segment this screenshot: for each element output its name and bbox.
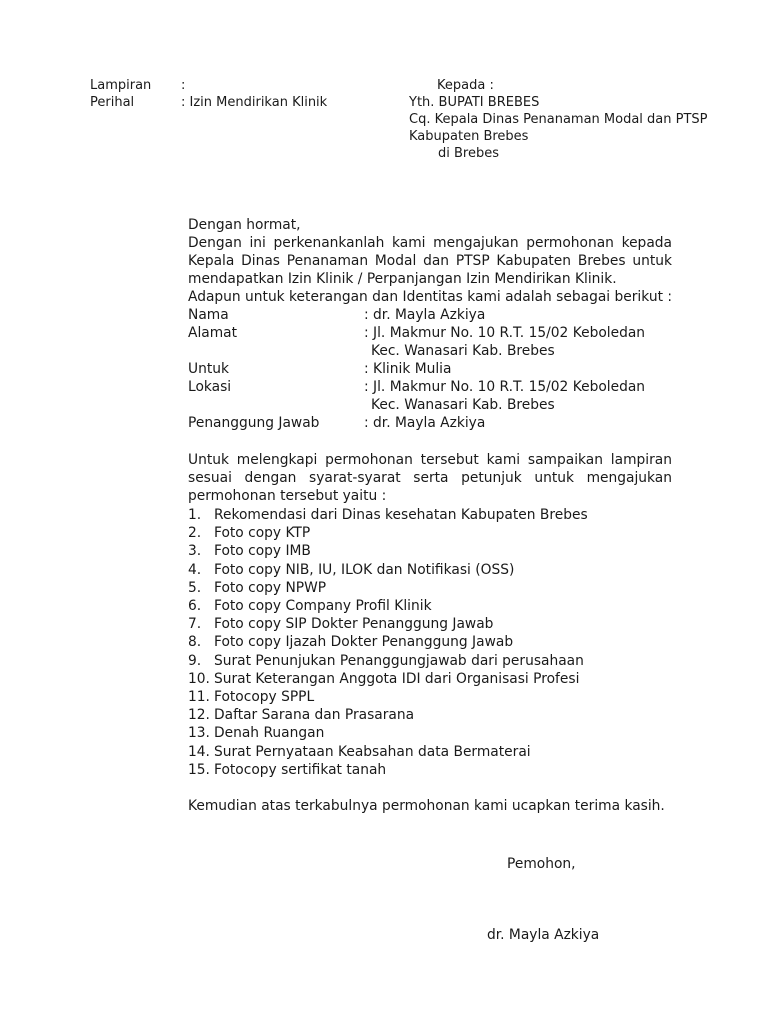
list-number: 5. xyxy=(188,580,202,596)
list-text: Daftar Sarana dan Prasarana xyxy=(214,707,415,723)
list-number: 9. xyxy=(188,653,202,669)
list-text: Surat Penunjukan Penanggungjawab dari perusahaan xyxy=(214,653,584,669)
intro-line: Kepala Dinas Penanaman Modal dan PTSP Kabupaten Brebes untuk xyxy=(188,253,672,269)
salutation: Dengan hormat, xyxy=(188,217,301,233)
identity-row-lokasi-cont xyxy=(188,396,672,414)
penanggung-jawab-value: : dr. Mayla Azkiya xyxy=(364,415,486,431)
closing-sentence: Kemudian atas terkabulnya permohonan kami ucapkan terima kasih. xyxy=(188,798,665,814)
recipient-line-3: Kabupaten Brebes xyxy=(409,129,529,144)
untuk-value: : Klinik Mulia xyxy=(364,361,452,377)
list-item xyxy=(188,761,386,779)
list-text: Foto copy NPWP xyxy=(214,580,327,596)
list-number: 11. xyxy=(188,689,210,705)
list-number: 1. xyxy=(188,507,202,523)
list-item xyxy=(188,724,324,742)
list-number: 12. xyxy=(188,707,210,723)
list-item xyxy=(188,743,531,761)
intro-line: Adapun untuk keterangan dan Identitas kami adalah sebagai berikut : xyxy=(188,289,673,305)
perihal-value: : Izin Mendirikan Klinik xyxy=(181,95,328,110)
list-text: Foto copy SIP Dokter Penanggung Jawab xyxy=(214,616,494,632)
list-number: 15. xyxy=(188,762,210,778)
list-number: 10. xyxy=(188,671,210,687)
identity-row-alamat-cont xyxy=(188,342,672,360)
attach-line: Untuk melengkapi permohonan tersebut kami sampaikan lampiran xyxy=(188,452,672,468)
list-item xyxy=(188,633,513,651)
list-text: Fotocopy SPPL xyxy=(214,689,315,705)
list-number: 6. xyxy=(188,598,202,614)
identity-row-penanggung-jawab xyxy=(188,414,672,432)
untuk-label: Untuk xyxy=(188,361,229,377)
pemohon-label: Pemohon, xyxy=(507,856,576,872)
list-text: Foto copy Company Profil Klinik xyxy=(214,598,432,614)
lokasi-continuation: Kec. Wanasari Kab. Brebes xyxy=(371,397,555,413)
list-number: 3. xyxy=(188,543,202,559)
list-item xyxy=(188,706,414,724)
lokasi-value: : Jl. Makmur No. 10 R.T. 15/02 Keboledan xyxy=(364,379,646,395)
list-item xyxy=(188,670,579,688)
lampiran-label: Lampiran xyxy=(90,78,152,93)
list-text: Foto copy IMB xyxy=(214,543,311,559)
lokasi-label: Lokasi xyxy=(188,379,232,395)
recipient-line-1: Yth. BUPATI BREBES xyxy=(409,95,540,110)
list-number: 14. xyxy=(188,744,210,760)
identity-row-nama xyxy=(188,306,672,324)
list-item xyxy=(188,579,326,597)
list-item xyxy=(188,652,584,670)
list-text: Surat Pernyataan Keabsahan data Bermaterai xyxy=(214,744,531,760)
list-number: 7. xyxy=(188,616,202,632)
list-text: Fotocopy sertifikat tanah xyxy=(214,762,387,778)
alamat-continuation: Kec. Wanasari Kab. Brebes xyxy=(371,343,555,359)
list-text: Foto copy KTP xyxy=(214,525,311,541)
list-text: Foto copy Ijazah Dokter Penanggung Jawab xyxy=(214,634,514,650)
list-number: 4. xyxy=(188,562,202,578)
list-item xyxy=(188,615,493,633)
intro-line: mendapatkan Izin Klinik / Perpanjangan Izin Mendirikan Klinik. xyxy=(188,271,617,287)
kepada-label: Kepada : xyxy=(437,78,494,93)
perihal-label: Perihal xyxy=(90,95,135,110)
identity-row-alamat xyxy=(188,324,672,342)
list-item xyxy=(188,542,311,560)
list-item xyxy=(188,524,310,542)
lampiran-value: : xyxy=(181,78,186,93)
attach-line: sesuai dengan syarat-syarat serta petunjuk untuk mengajukan xyxy=(188,470,672,486)
list-number: 8. xyxy=(188,634,202,650)
list-item xyxy=(188,561,514,579)
recipient-line-2: Cq. Kepala Dinas Penanaman Modal dan PTSP xyxy=(409,112,708,127)
list-text: Surat Keterangan Anggota IDI dari Organisasi Profesi xyxy=(214,671,580,687)
list-item xyxy=(188,597,432,615)
penanggung-jawab-label: Penanggung Jawab xyxy=(188,415,320,431)
list-text: Foto copy NIB, IU, ILOK dan Notifikasi (OSS) xyxy=(214,562,515,578)
identity-row-lokasi xyxy=(188,378,672,396)
list-number: 13. xyxy=(188,725,210,741)
list-number: 2. xyxy=(188,525,202,541)
alamat-label: Alamat xyxy=(188,325,238,341)
list-item xyxy=(188,506,588,524)
nama-label: Nama xyxy=(188,307,229,323)
nama-value: : dr. Mayla Azkiya xyxy=(364,307,486,323)
signatory-name: dr. Mayla Azkiya xyxy=(487,927,600,943)
recipient-line-4: di Brebes xyxy=(438,146,499,161)
attach-line: permohonan tersebut yaitu : xyxy=(188,488,387,504)
intro-line: Dengan ini perkenankanlah kami mengajukan permohonan kepada xyxy=(188,235,672,251)
list-text: Rekomendasi dari Dinas kesehatan Kabupaten Brebes xyxy=(214,507,588,523)
list-text: Denah Ruangan xyxy=(214,725,325,741)
identity-row-untuk xyxy=(188,360,672,378)
alamat-value: : Jl. Makmur No. 10 R.T. 15/02 Keboledan xyxy=(364,325,646,341)
list-item xyxy=(188,688,314,706)
